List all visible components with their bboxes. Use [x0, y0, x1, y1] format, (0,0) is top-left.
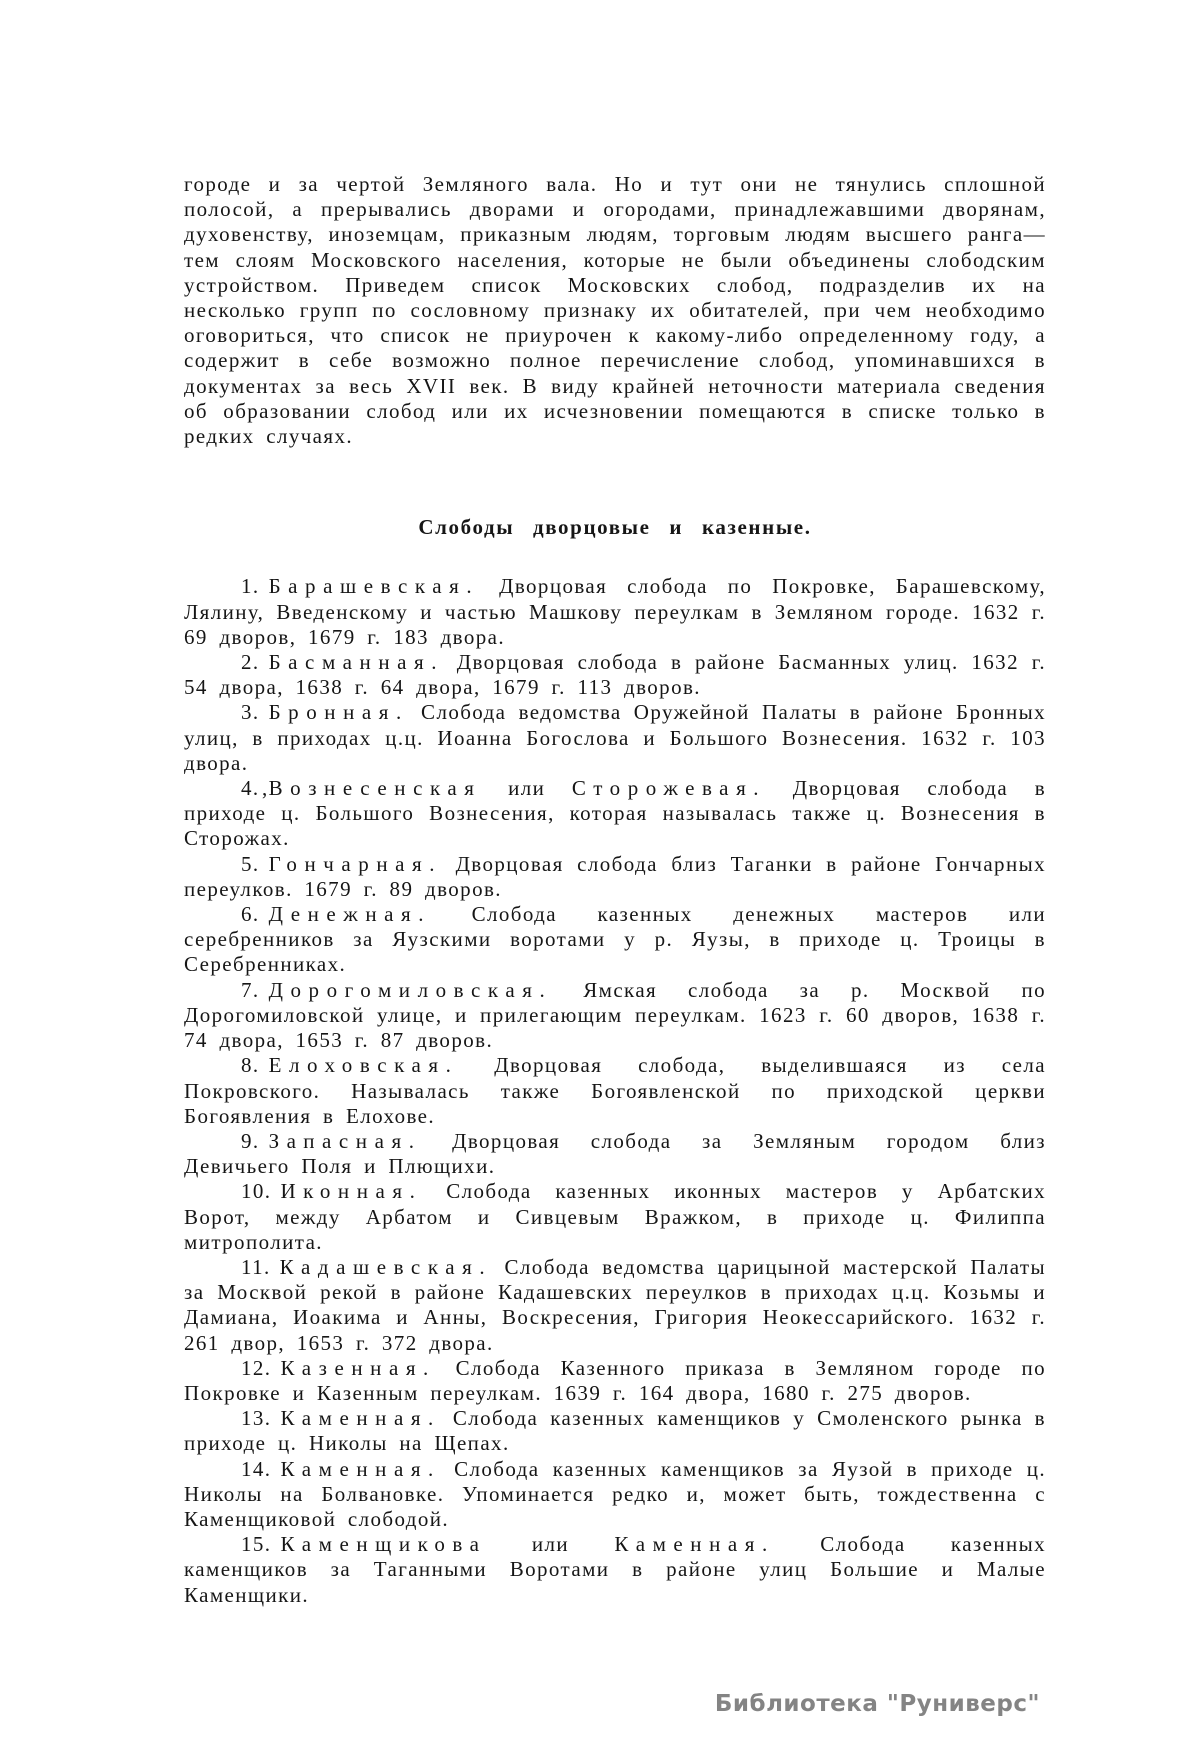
list-item — [184, 978, 1046, 1054]
item-number: 6. — [241, 902, 260, 927]
item-number: 15. — [241, 1532, 272, 1557]
item-number: 5. — [241, 851, 260, 876]
list-item — [184, 650, 1046, 700]
sloboda-name: Барашевская. — [268, 574, 480, 599]
item-description: Дворцовая слобода, выделившаяся из села Покровского. Называлась также Богоявленской по приходской церкви Богоявления в Елохове. — [184, 1053, 1046, 1128]
item-number: 9. — [241, 1128, 260, 1153]
list-item — [184, 1532, 1046, 1608]
sloboda-list — [184, 574, 1046, 1607]
item-description: Слобода казенных каменщиков за Таганными Воротами в районе улиц Большие и Малые Каменщики. — [184, 1532, 1047, 1607]
list-item — [184, 1457, 1046, 1533]
sloboda-name: Запасная. — [268, 1128, 422, 1153]
item-number: 11. — [241, 1254, 271, 1279]
sloboda-name: Каменная. — [280, 1456, 441, 1481]
sloboda-name: Каменная. — [280, 1406, 441, 1431]
sloboda-alt-name: Сторожевая. — [571, 776, 767, 801]
sloboda-name: Кадашевская. — [279, 1254, 493, 1279]
alt-connector: или — [531, 1532, 570, 1557]
list-item — [184, 1356, 1046, 1406]
sloboda-name: Каменщикова — [280, 1532, 487, 1557]
list-item — [184, 574, 1046, 650]
item-description: Дворцовая слобода за Земляным городом близ Девичьего Поля и Плющихи. — [184, 1128, 1046, 1179]
list-item — [184, 1053, 1046, 1129]
item-number: 7. — [241, 977, 260, 1002]
list-item — [184, 1406, 1046, 1456]
item-description: Дворцовая слобода по Покровке, Барашевскому, Лялину, Введенскому и частью Машкову переулкам в Земляном городе. 1632 г. 69 дворов, 1679 г. 183 двора. — [184, 574, 1046, 649]
item-number: 14. — [241, 1456, 272, 1481]
item-description: Слобода Казенного приказа в Земляном городе по Покровке и Казенным переулкам. 1639 г. 164 двора, 1680 г. 275 дворов. — [184, 1355, 1046, 1405]
item-number: 10. — [241, 1179, 272, 1204]
item-number: 3. — [241, 700, 260, 725]
list-item — [184, 1255, 1046, 1356]
item-description: Слобода казенных каменщиков за Яузой в приходе ц. Николы на Болвановке. Упоминается редко и, может быть, тождественна с Каменщиковой слободой. — [184, 1456, 1047, 1531]
item-description: Дворцовая слобода в районе Басманных улиц. 1632 г. 54 двора, 1638 г. 64 двора, 1679 г. 113 дворов. — [184, 650, 1046, 700]
item-description: Слобода казенных денежных мастеров или серебренников за Яузскими воротами у р. Яузы, в приходе ц. Троицы в Серебренниках. — [184, 902, 1046, 977]
list-item — [184, 700, 1046, 776]
text-block — [184, 172, 1046, 1608]
sloboda-name: Иконная. — [280, 1179, 423, 1204]
item-description: Слобода ведомства Оружейной Палаты в районе Бронных улиц, в приходах ц.ц. Иоанна Богослова и Большого Вознесения. 1632 г. 103 двора. — [184, 700, 1046, 775]
sloboda-name: Вознесенская — [268, 776, 482, 801]
sloboda-name: Дорогомиловская. — [268, 977, 553, 1002]
list-item — [184, 1129, 1046, 1179]
item-number: 1. — [241, 574, 260, 599]
list-item: ,4. Вознесенская или Сторожевая. Дворцовая слобода в приходе ц. Большого Вознесения, которая называлась также ц. Вознесения в Сторожах. — [184, 776, 1047, 851]
item-description: Слобода ведомства царицыной мастерской Палаты за Москвой рекой в районе Кадашевских переулков в приходах ц.ц. Козьмы и Дамиана, Иоакима и Анны, Воскресения, Григория Неокессарийского. 1632 г. 261 двор, 1653 г. 372 двора. — [184, 1254, 1046, 1355]
list-item — [184, 902, 1046, 978]
item-description: Слобода казенных иконных мастеров у Арбатских Ворот, между Арбатом и Сивцевым Вражком, в приходе ц. Филиппа митрополита. — [184, 1179, 1046, 1254]
item-number: 13. — [241, 1406, 272, 1431]
item-description: Дворцовая слобода близ Таганки в районе Гончарных переулков. 1679 г. 89 дворов. — [184, 851, 1046, 901]
alt-connector: или — [508, 776, 546, 801]
item-number: 12. — [241, 1355, 272, 1380]
item-description: Слобода казенных каменщиков у Смоленского рынка в приходе ц. Николы на Щепах. — [184, 1406, 1046, 1456]
list-item — [184, 852, 1046, 902]
item-number: 4. — [241, 776, 260, 801]
library-watermark: Библиотека "Руниверс" — [714, 1691, 1040, 1717]
intro-paragraph: городе и за чертой Земляного вала. Но и тут они не тянулись сплошной полосой, а прерывались дворами и огородами, принадлежавшими дворянам, духовенству, иноземцам, приказным людям, торговым людям высшего ранга—тем слоям Московского населения, которые не были объединены слободским устройством. Приведем список Московских слобод, подразделив их на несколько групп по сословному признаку их обитателей, при чем необходимо оговориться, что список не приурочен к какому-либо определенному году, а содержит в себе возможно полное перечисление слобод, упоминавшихся в документах за весь XVII век. В виду крайней неточности материала сведения об образовании слобод или их исчезновении помещаются в списке только в редких случаях. — [184, 172, 1046, 449]
sloboda-name: Бронная. — [268, 700, 409, 725]
item-description: Дворцовая слобода в приходе ц. Большого Вознесения, которая называлась также ц. Вознесения в Сторожах. — [184, 776, 1047, 851]
item-description: Ямская слобода за р. Москвой по Дорогомиловской улице, и прилегающим переулкам. 1623 г. 60 дворов, 1638 г. 74 двора, 1653 г. 87 дворов. — [184, 977, 1047, 1053]
sloboda-alt-name: Каменная. — [614, 1532, 775, 1557]
list-item — [184, 1179, 1046, 1255]
sloboda-name: Елоховская. — [268, 1053, 459, 1078]
sloboda-name: Басманная. — [268, 650, 445, 675]
section-heading: Слободы дворцовые и казенные. — [418, 515, 812, 540]
sloboda-name: Денежная. — [268, 902, 432, 927]
item-number: 8. — [241, 1053, 260, 1078]
item-number: 2. — [241, 650, 260, 675]
sloboda-name: Гончарная. — [268, 851, 443, 876]
sloboda-name: Казенная. — [280, 1355, 436, 1380]
